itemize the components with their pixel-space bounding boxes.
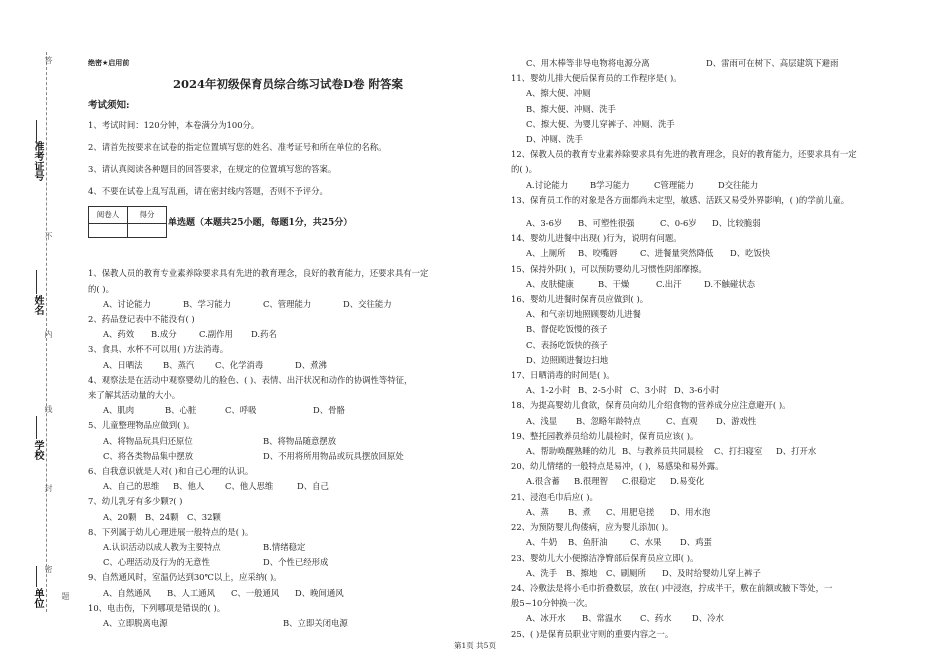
question — [88, 312, 488, 342]
option-row — [88, 555, 488, 570]
seal-char: 线 — [44, 405, 53, 413]
answer-option[interactable]: C、直观 — [666, 415, 698, 426]
seal-char: 封 — [44, 484, 53, 492]
score-table — [88, 206, 167, 237]
answer-option[interactable]: A、立即脱离电源 — [103, 618, 168, 629]
option-row — [88, 510, 488, 525]
score-label: 得分 — [128, 207, 167, 223]
question — [511, 368, 901, 398]
answer-option[interactable]: A、洗手 — [526, 567, 558, 578]
answer-option[interactable]: B、与教养员共同晨检 — [622, 446, 704, 457]
answer-option[interactable]: A、1-2小时 — [526, 385, 571, 396]
answer-option[interactable]: B、擦地 — [566, 567, 598, 578]
question-stem: 19、整托园教养员给幼儿晨检时，保育员应该( )。 — [511, 430, 699, 441]
question-stem: 20、幼儿情绪的一般特点是易冲，( )，易感染和易外露。 — [511, 461, 724, 472]
answer-option[interactable]: D、煮沸 — [295, 359, 327, 370]
question-stem: 的( )。 — [88, 283, 114, 294]
question — [511, 147, 901, 193]
question-stem: 16、婴幼儿进餐时保育员应做到( )。 — [511, 294, 649, 305]
option-row — [511, 611, 901, 626]
answer-option[interactable]: B、干燥 — [598, 278, 630, 289]
option-row — [511, 178, 901, 193]
answer-option[interactable]: A.认识活动以成人教为主要特点 — [103, 542, 221, 553]
option-row — [88, 449, 488, 464]
candidate-no-label: 准考证号 — [32, 141, 43, 181]
option-row — [511, 444, 901, 459]
answer-option[interactable]: D.药名 — [251, 329, 277, 340]
question — [88, 570, 488, 600]
question-stem: 18、为提高婴幼儿食欲，保育员向幼儿介绍食物的营养成分应注意避开( )。 — [511, 400, 791, 411]
question-stem: 8、下列属于幼儿心理进展一般特点的是( )。 — [88, 526, 254, 537]
answer-option[interactable]: A.很含蓄 — [526, 476, 560, 487]
section-heading: 单选题（本题共25小题，每题1分，共25分） — [168, 218, 353, 229]
answer-option[interactable]: A、蒸 — [526, 506, 549, 517]
question — [511, 490, 901, 520]
option-row — [511, 216, 901, 231]
answer-option[interactable]: A、帮助唤醒熟睡的幼儿 — [526, 446, 616, 457]
answer-option[interactable]: D、骨骼 — [313, 405, 345, 416]
section1-header — [88, 206, 488, 240]
question-stem: 14、婴幼儿进餐中出现( )行为，说明有问题。 — [511, 233, 682, 244]
school-line[interactable] — [36, 416, 37, 439]
answer-option[interactable]: B、常温水 — [582, 613, 622, 624]
right-column — [511, 0, 901, 642]
answer-option[interactable]: A、自然通风 — [103, 587, 151, 598]
unit-line[interactable] — [36, 566, 37, 587]
question — [511, 56, 901, 71]
answer-option[interactable]: C.很稳定 — [622, 476, 656, 487]
answer-option[interactable]: B.成分 — [151, 329, 177, 340]
option-row — [511, 56, 901, 71]
question-stem: 13、保育员工作的对象是各方面都尚未定型，敏感、活跃又易受外界影响，( )的学前儿童。 — [511, 194, 850, 205]
answer-option[interactable]: C、进餐量突然降低 — [640, 248, 714, 259]
question — [88, 494, 488, 524]
seal-char: 题 — [61, 592, 70, 600]
answer-option[interactable]: B、咬嘴唇 — [578, 248, 618, 259]
grader-cell[interactable] — [89, 223, 128, 237]
answer-option[interactable]: B、可塑性很强 — [578, 218, 635, 229]
answer-option[interactable]: A、自己的思维 — [103, 481, 160, 492]
answer-option[interactable]: A、上厕所 — [526, 248, 566, 259]
answer-option[interactable]: B.很理智 — [574, 476, 608, 487]
answer-option[interactable]: D、交往能力 — [343, 298, 392, 309]
answer-option[interactable]: A.讨论能力 — [526, 179, 569, 190]
secret-label: 绝密★启用前 — [88, 59, 130, 67]
question-stem: 3、食具、水杯不可以用( )方法消毒。 — [88, 344, 229, 355]
binding-margin — [0, 0, 80, 671]
exam-title: 2024年初级保育员综合练习试卷D卷 附答案 — [173, 77, 403, 92]
answer-option[interactable]: A、浅显 — [526, 415, 558, 426]
answer-option[interactable]: D、用水泡 — [670, 506, 711, 517]
question — [511, 292, 901, 368]
question-stem: 22、为预防婴儿佝偻病，应为婴儿添加( )。 — [511, 522, 674, 533]
answer-option[interactable]: C管理能力 — [654, 179, 694, 190]
answer-option[interactable]: A、牛奶 — [526, 537, 558, 548]
answer-option[interactable]: B、学习能力 — [183, 298, 232, 309]
option-row — [511, 277, 901, 292]
question — [511, 429, 901, 459]
answer-option[interactable]: C.出汗 — [656, 278, 682, 289]
question — [511, 262, 901, 292]
option-row — [511, 414, 901, 429]
answer-option[interactable]: B、擦大便、冲厕、洗手 — [526, 103, 616, 114]
question — [511, 459, 901, 489]
answer-option[interactable]: C、刷厕所 — [606, 567, 646, 578]
option-row — [511, 535, 901, 550]
answer-option[interactable]: D、自己 — [297, 481, 329, 492]
answer-option[interactable]: B、蒸汽 — [163, 359, 195, 370]
answer-option[interactable]: A、肌肉 — [103, 405, 135, 416]
answer-option[interactable]: C、化学消毒 — [215, 359, 264, 370]
answer-option[interactable]: D、3-6小时 — [674, 385, 720, 396]
notice-item: 1、考试时间：120分钟，本卷满分为100分。 — [88, 119, 260, 130]
seal-char: 内 — [44, 330, 53, 338]
answer-option[interactable]: D、及时给婴幼儿穿上裤子 — [662, 567, 761, 578]
candidate-no-line[interactable] — [36, 120, 37, 142]
answer-option[interactable]: C、药水 — [640, 613, 672, 624]
answer-option[interactable]: B、他人 — [173, 481, 205, 492]
question-stem: 15、保持外阴( )，可以预防婴幼儿习惯性阴部摩擦。 — [511, 263, 707, 274]
answer-option[interactable]: D、冷水 — [692, 613, 724, 624]
notice-list — [88, 118, 488, 200]
question — [511, 520, 901, 550]
question — [511, 581, 901, 627]
answer-option[interactable]: C、他人思维 — [225, 481, 274, 492]
question — [511, 398, 901, 428]
answer-option[interactable]: D、吃饭快 — [730, 248, 771, 259]
question — [511, 231, 901, 261]
answer-option[interactable]: A、讨论能力 — [103, 298, 151, 309]
answer-option[interactable]: D交往能力 — [718, 179, 759, 190]
question-stem: 9、自然通风时，室温仍达到30℃以上，应采纳( )。 — [88, 572, 282, 583]
answer-option[interactable]: A、日晒法 — [103, 359, 143, 370]
question — [88, 601, 488, 631]
answer-option[interactable]: B、立即关闭电源 — [283, 618, 348, 629]
question-stem: 4、观察法是在活动中观察婴幼儿的脸色、( )、表情、出汗状况和动作的协调性等特征， — [88, 374, 413, 385]
name-line[interactable] — [36, 270, 37, 294]
answer-option[interactable]: D、个性已经形成 — [263, 557, 329, 568]
question-stem: 25、( )是保育员职业守则的重要内容之一。 — [511, 628, 674, 639]
answer-option[interactable]: B、心脏 — [165, 405, 197, 416]
answer-option[interactable]: B学习能力 — [590, 179, 630, 190]
answer-option[interactable]: A、药效 — [103, 329, 135, 340]
grader-label: 阅卷人 — [89, 207, 128, 223]
answer-option[interactable]: A、20颗 — [103, 511, 137, 522]
option-row — [88, 434, 488, 449]
question-stem: 6、自我意识就是人对( )和自己心理的认识。 — [88, 466, 254, 477]
question-stem: 般5~10分钟换一次。 — [511, 598, 593, 609]
question — [88, 373, 488, 419]
question — [88, 342, 488, 372]
answer-option[interactable]: C、心理活动及行为的无意性 — [103, 557, 210, 568]
answer-option[interactable]: A、皮肤健康 — [526, 278, 574, 289]
answer-option[interactable]: B、24颗 — [145, 511, 179, 522]
unit-label: 单位 — [32, 588, 43, 608]
option-row — [88, 358, 488, 373]
answer-option[interactable]: D.不触碰状态 — [704, 278, 755, 289]
answer-option[interactable]: D、雷雨可在树下、高层建筑下避雨 — [706, 58, 839, 68]
question-stem: 的( )。 — [511, 164, 537, 175]
answer-option[interactable]: C、0-6岁 — [660, 218, 697, 229]
answer-option[interactable]: D、游戏性 — [716, 415, 757, 426]
option-row — [511, 246, 901, 261]
answer-option[interactable]: C、用肥皂搓 — [606, 506, 655, 517]
question-stem: 5、儿童整理物品应做到( )。 — [88, 420, 195, 431]
answer-option[interactable]: B、将物品随意摆放 — [263, 435, 337, 446]
answer-option[interactable]: D、晚间通风 — [295, 587, 344, 598]
answer-option[interactable]: D、不用将所用物品或玩具摆放回原处 — [263, 450, 404, 461]
question-stem: 17、日晒消毒的时间是( )。 — [511, 370, 615, 381]
page-footer: 第1页 共5页 — [454, 641, 496, 650]
question — [88, 449, 488, 464]
option-row — [88, 327, 488, 342]
score-cell[interactable] — [128, 223, 167, 237]
answer-option[interactable]: C、将各类物品集中摆放 — [103, 450, 194, 461]
question — [88, 266, 488, 312]
question — [511, 193, 901, 231]
answer-option[interactable]: B、鱼肝油 — [568, 537, 608, 548]
answer-option[interactable]: A、3-6岁 — [526, 218, 563, 229]
answer-option[interactable]: A、和气亲切地照顾婴幼儿进餐 — [526, 309, 641, 320]
question-stem: 21、浸泡毛巾后应( )。 — [511, 491, 598, 502]
question-stem: 11、婴幼儿排大便后保育员的工作程序是( )。 — [511, 73, 682, 84]
question — [88, 525, 488, 555]
answer-option[interactable]: C、32颗 — [187, 511, 221, 522]
question — [88, 555, 488, 570]
answer-option[interactable]: B.情绪稳定 — [263, 542, 306, 553]
question-stem: 23、婴幼儿大小便擦洁净臀部后保育员应立即( )。 — [511, 552, 699, 563]
question-list-left — [88, 266, 488, 631]
answer-option[interactable]: D、比较脆弱 — [712, 218, 761, 229]
option-row — [88, 297, 488, 312]
question-stem: 24、冷敷法是将小毛巾折叠数层，放在( )中浸泡，拧成半干，敷在前额或腋下等处，一 — [511, 582, 833, 593]
answer-option[interactable]: C、擦大便、为婴儿穿裤子、冲厕、洗手 — [526, 118, 675, 129]
seal-char: 不 — [44, 232, 53, 240]
answer-option[interactable]: C.副作用 — [199, 329, 233, 340]
question-stem: 12、保教人员的教育专业素养除要求具有先进的教育理念，良好的教育能力，还要求具有一定 — [511, 149, 857, 160]
answer-option[interactable]: D.易变化 — [670, 476, 705, 487]
answer-option[interactable]: D、冲厕、洗手 — [526, 134, 583, 145]
answer-option[interactable]: C、表扬吃饭快的孩子 — [526, 339, 608, 350]
answer-option[interactable]: B、煮 — [568, 506, 591, 517]
question-stem: 2、药品登记表中不能没有( ) — [88, 314, 195, 325]
answer-option[interactable]: C、呼吸 — [225, 405, 257, 416]
notice-heading: 考试须知: — [88, 100, 130, 112]
left-column — [88, 0, 488, 631]
answer-option[interactable]: B、人工通风 — [167, 587, 216, 598]
answer-option[interactable]: B、督促吃饭慢的孩子 — [526, 324, 608, 335]
option-row — [88, 540, 488, 555]
question-list-right — [511, 56, 901, 642]
option-row — [511, 474, 901, 489]
notice-item: 4、不要在试卷上乱写乱画，请在密封线内答题，否则不予评分。 — [88, 186, 328, 197]
question — [511, 551, 901, 581]
notice-item: 2、请首先按要求在试卷的指定位置填写您的姓名、准考证号和所在单位的名称。 — [88, 141, 387, 152]
answer-option[interactable]: C、打扫寝室 — [714, 446, 763, 457]
option-row — [511, 505, 901, 520]
question — [88, 418, 488, 448]
answer-option[interactable]: A、冰开水 — [526, 613, 566, 624]
question-stem: 7、幼儿乳牙有多少颗?( ) — [88, 496, 183, 507]
notice-item: 3、请认真阅读各种题目的回答要求，在规定的位置填写您的答案。 — [88, 164, 337, 175]
answer-option[interactable]: A、将物品玩具归还原位 — [103, 435, 193, 446]
option-row — [88, 403, 488, 418]
question-stem: 来了解其活动量的大小。 — [88, 390, 181, 401]
option-row — [88, 586, 488, 601]
question — [511, 71, 901, 147]
answer-option[interactable]: B、忽略年龄特点 — [576, 415, 641, 426]
answer-option[interactable]: C、用木棒等非导电物将电源分离 — [526, 58, 650, 68]
question-stem: 1、保教人员的教育专业素养除要求具有先进的教育理念，良好的教育能力，还要求具有一定 — [88, 268, 429, 279]
seal-char: 答 — [44, 56, 53, 64]
answer-option[interactable]: C、3小时 — [630, 385, 667, 396]
option-row — [511, 383, 901, 398]
question — [88, 464, 488, 494]
answer-option[interactable]: C、一般通风 — [231, 587, 280, 598]
answer-option[interactable]: A、擦大便、冲厕 — [526, 88, 591, 99]
option-row — [511, 566, 901, 581]
name-label: 姓名 — [32, 295, 43, 315]
option-row — [88, 479, 488, 494]
answer-option[interactable]: D、打开水 — [776, 446, 817, 457]
seal-char: 密 — [44, 565, 53, 573]
answer-option[interactable]: D、边照顾进餐边扫地 — [526, 354, 609, 365]
question-stem: 10、电击伤，下列哪项是错误的( )。 — [88, 602, 226, 613]
answer-option[interactable]: D、鸡蛋 — [680, 537, 712, 548]
answer-option[interactable]: C、管理能力 — [263, 298, 312, 309]
answer-option[interactable]: C、水果 — [630, 537, 662, 548]
option-row — [88, 616, 488, 631]
answer-option[interactable]: B、2-5小时 — [578, 385, 623, 396]
school-label: 学校 — [32, 440, 43, 460]
